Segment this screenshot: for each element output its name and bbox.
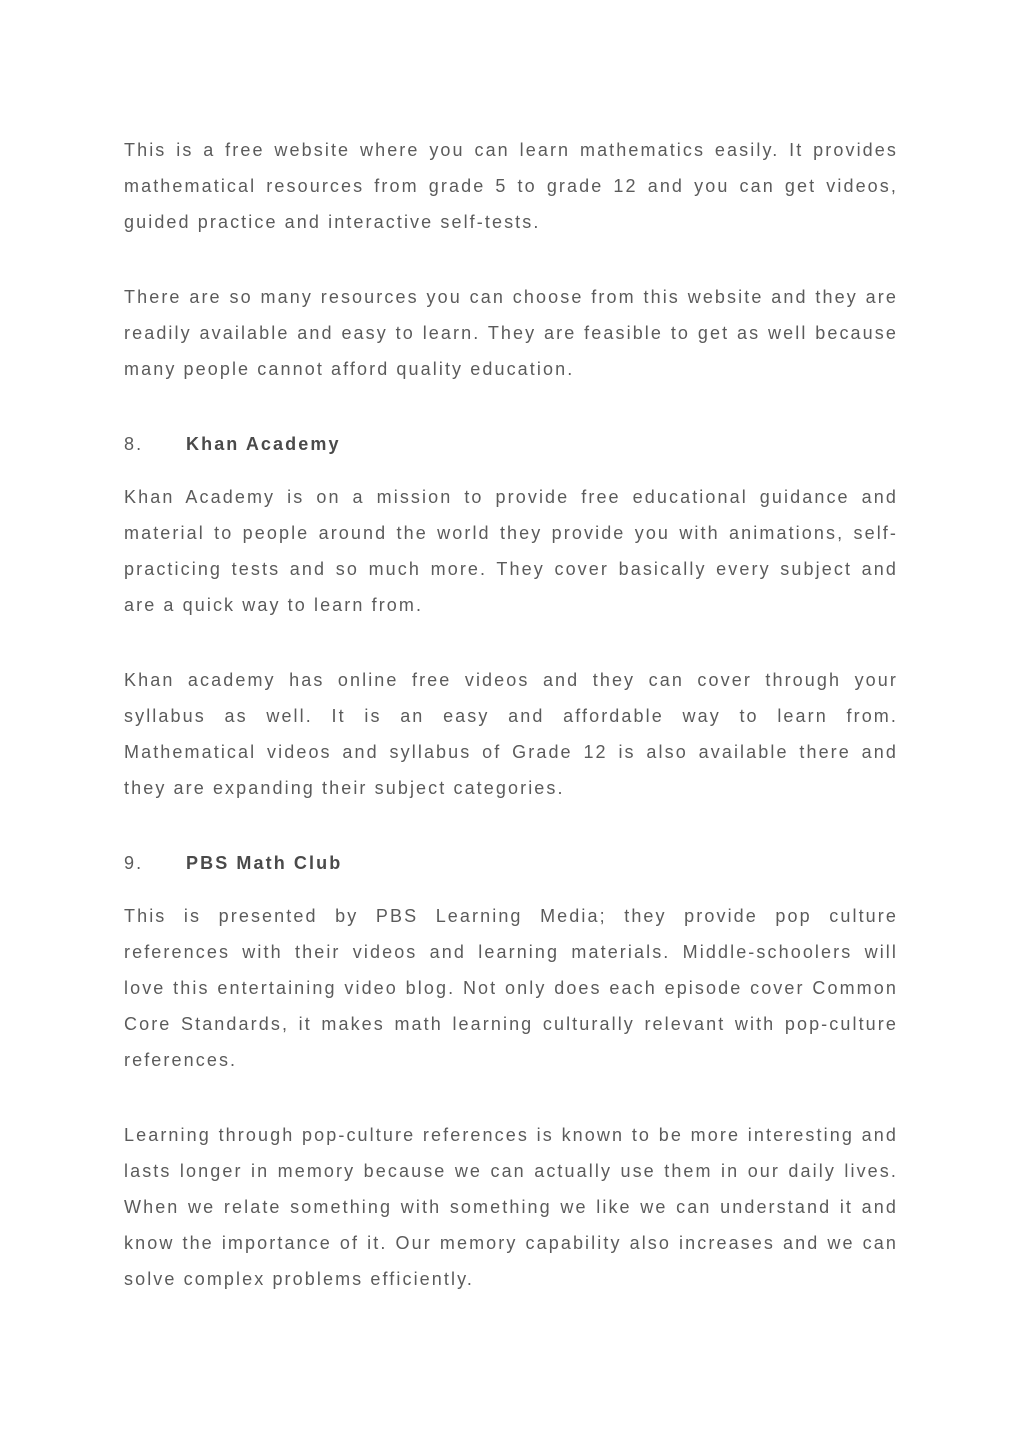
section-paragraph: Khan Academy is on a mission to provide free educational guidance and material to people around the world they provide you with animations, self-practicing tests and so much more. They cover basically every subject and are a quick way to learn from. <box>124 487 898 615</box>
section-number: 8. <box>124 434 144 454</box>
section-heading <box>124 845 898 881</box>
section-paragraph: This is presented by PBS Learning Media; they provide pop culture references with their videos and learning materials. Middle-schoolers will love this entertaining video blog. Not only does each episode cover Common Core Standards, it makes math learning culturally relevant with pop-culture references. <box>124 906 898 1070</box>
section-heading <box>124 426 898 462</box>
section-paragraph: Khan academy has online free videos and they can cover through your syllabus as well. It is an easy and affordable way to learn from. Mathematical videos and syllabus of Grade 12 is also available there and they are expanding their subject categories. <box>124 670 898 798</box>
section-title: Khan Academy <box>186 434 341 454</box>
section-khan-academy <box>124 426 898 806</box>
section-paragraph: Learning through pop-culture references is known to be more interesting and lasts longer in memory because we can actually use them in our daily lives. When we relate something with something we like we can understand it and know the importance of it. Our memory capability also increases and we can solve complex problems efficiently. <box>124 1125 898 1289</box>
section-title: PBS Math Club <box>186 853 343 873</box>
section-pbs-math-club <box>124 845 898 1297</box>
document-page <box>124 132 898 1297</box>
intro-paragraph-1: This is a free website where you can learn mathematics easily. It provides mathematical resources from grade 5 to grade 12 and you can get videos, guided practice and interactive self-tests. <box>124 140 898 232</box>
section-number: 9. <box>124 853 144 873</box>
intro-paragraph-2: There are so many resources you can choose from this website and they are readily available and easy to learn. They are feasible to get as well because many people cannot afford quality education. <box>124 287 898 379</box>
